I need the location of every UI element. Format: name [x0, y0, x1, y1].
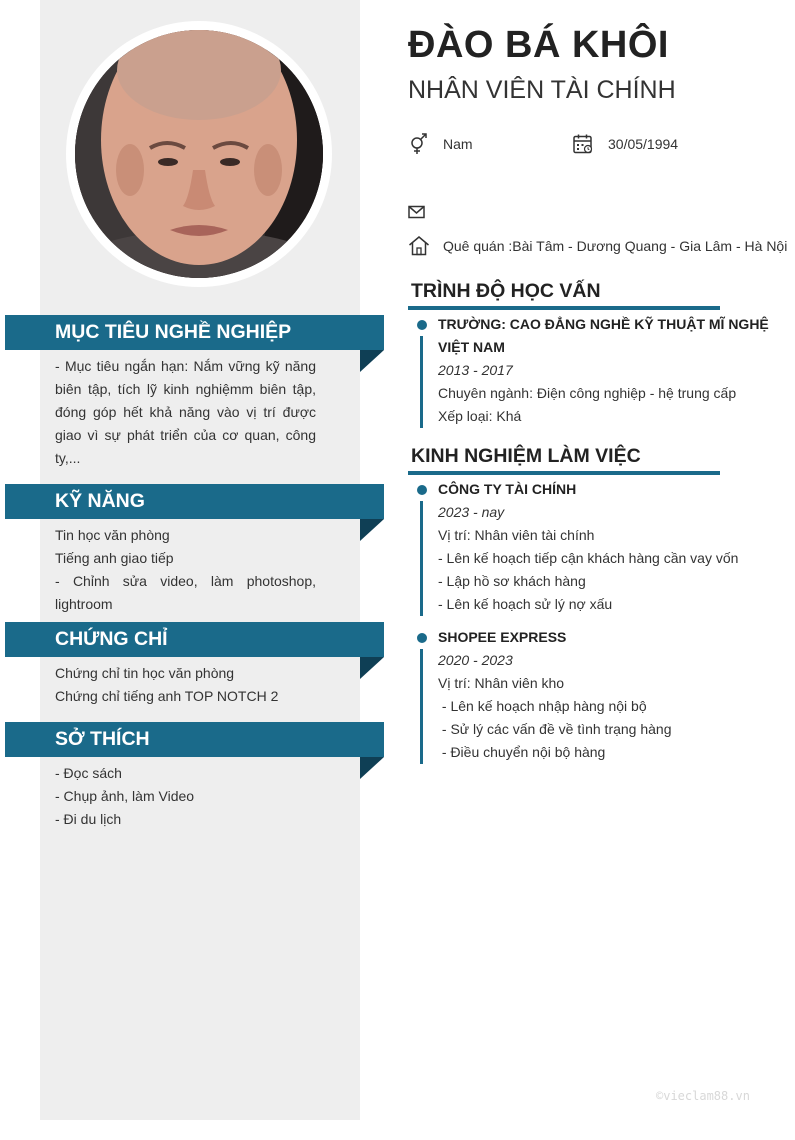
hobby-item: - Đi du lịch [55, 811, 122, 827]
work-detail: - Lập hồ sơ khách hàng [438, 573, 586, 589]
education-major: Chuyên ngành: Điện công nghiệp - hệ trung cấp [438, 385, 737, 401]
skills-fold-decor [360, 519, 384, 541]
skills-heading: KỸ NĂNG [5, 484, 384, 519]
education-grade: Xếp loại: Khá [438, 408, 522, 424]
work-detail: - Sử lý các vấn đề về tình trạng hàng [438, 721, 672, 737]
gender-icon [408, 133, 430, 155]
company-name: SHOPEE EXPRESS [438, 629, 567, 645]
skill-item: - Chỉnh sửa video, làm photoshop, lightroom [55, 573, 316, 612]
certificates-list [55, 662, 316, 708]
certificate-item: Chứng chỉ tin học văn phòng [55, 665, 235, 681]
birthday-value: 30/05/1994 [608, 136, 679, 152]
work-detail: Vị trí: Nhân viên kho [438, 675, 565, 691]
avatar [75, 30, 323, 278]
company-name: CÔNG TY TÀI CHÍNH [438, 481, 577, 497]
gender-value: Nam [443, 136, 473, 152]
timeline-dot [417, 320, 427, 330]
email-row [408, 204, 426, 220]
hobbies-heading: SỞ THÍCH [5, 722, 384, 757]
education-underline [408, 306, 720, 310]
school-name: TRƯỜNG: CAO ĐẲNG NGHỀ KỸ THUẬT MĨ NGHỆ VIỆT NAM [438, 316, 769, 355]
skill-item: Tin học văn phòng [55, 527, 170, 543]
calendar-icon [572, 133, 594, 155]
experience-entry [408, 478, 780, 616]
work-detail: - Lên kế hoạch nhập hàng nội bộ [438, 698, 647, 714]
timeline-dot [417, 485, 427, 495]
education-entry [408, 313, 780, 428]
hometown-value: Quê quán :Bài Tâm - Dương Quang - Gia Lâm - Hà Nội [443, 238, 788, 254]
education-heading: TRÌNH ĐỘ HỌC VẤN [411, 280, 601, 302]
experience-entry [408, 626, 780, 764]
work-detail: - Lên kế hoạch sử lý nợ xấu [438, 596, 613, 612]
timeline-line [420, 501, 423, 616]
skills-list [55, 524, 316, 616]
gender-row [408, 133, 473, 155]
work-detail: Vị trí: Nhân viên tài chính [438, 527, 595, 543]
education-period: 2013 - 2017 [438, 362, 513, 378]
objective-text: - Mục tiêu ngắn hạn: Nắm vững kỹ năng biên tập, tích lỹ kinh nghiệmm biên tập, đóng góp hết khả năng vào vị trí được giao vì sự phát triển của cơ quan, công ty,... [55, 358, 316, 466]
hobbies-fold-decor [360, 757, 384, 779]
work-detail: - Điều chuyển nội bộ hàng [438, 744, 606, 760]
timeline-line [420, 649, 423, 764]
home-icon [408, 235, 430, 257]
portrait-photo [75, 30, 323, 278]
watermark: ©vieclam88.vn [656, 1089, 750, 1103]
certificates-heading: CHỨNG CHỈ [5, 622, 384, 657]
timeline-line [420, 336, 423, 428]
certificates-fold-decor [360, 657, 384, 679]
full-name: ĐÀO BÁ KHÔI [408, 24, 669, 66]
hobbies-list [55, 762, 316, 831]
envelope-icon [408, 204, 426, 220]
hometown-row [408, 235, 787, 257]
experience-underline [408, 471, 720, 475]
hobby-item: - Chụp ảnh, làm Video [55, 788, 195, 804]
skill-item: Tiếng anh giao tiếp [55, 550, 174, 566]
experience-heading: KINH NGHIỆM LÀM VIỆC [411, 445, 641, 467]
hobby-item: - Đọc sách [55, 765, 122, 781]
certificate-item: Chứng chỉ tiếng anh TOP NOTCH 2 [55, 688, 279, 704]
timeline-dot [417, 633, 427, 643]
birthday-row [572, 133, 678, 155]
work-period: 2020 - 2023 [438, 652, 513, 668]
job-title: NHÂN VIÊN TÀI CHÍNH [408, 76, 676, 104]
objective-heading: MỤC TIÊU NGHỀ NGHIỆP [5, 315, 384, 350]
work-period: 2023 - nay [438, 504, 505, 520]
work-detail: - Lên kế hoạch tiếp cận khách hàng cần vay vốn [438, 550, 739, 566]
objective-fold-decor [360, 350, 384, 372]
